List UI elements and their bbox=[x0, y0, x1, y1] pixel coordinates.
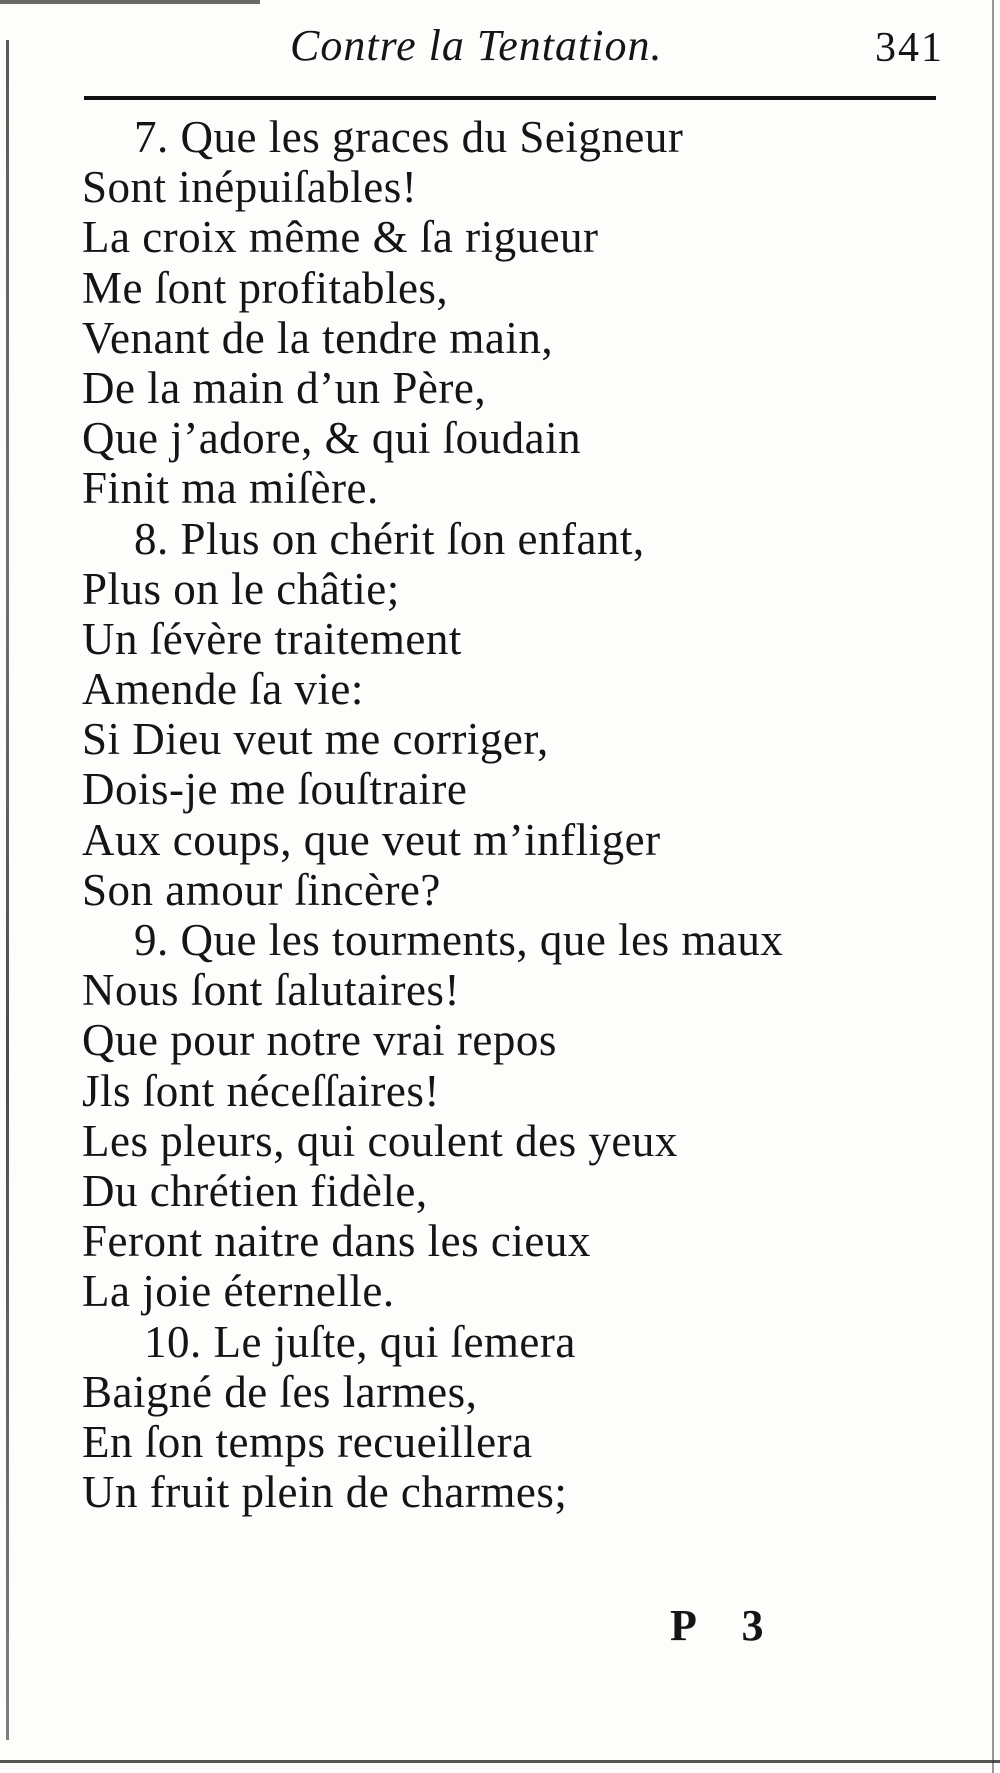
verse-line: Un ſévère traitement bbox=[82, 613, 462, 664]
verse-line: Plus on le châtie; bbox=[82, 563, 400, 614]
verse-line: Aux coups, que veut m’infliger bbox=[82, 814, 661, 865]
page-header bbox=[84, 20, 944, 90]
verse-line: 10. Le juſte, qui ſemera bbox=[144, 1316, 576, 1367]
signature-mark: P 3 bbox=[670, 1601, 782, 1650]
verse-line: Jls ſont néceſſaires! bbox=[82, 1065, 440, 1116]
verse-line: Finit ma miſère. bbox=[82, 463, 379, 514]
verse-line: La joie éternelle. bbox=[82, 1266, 395, 1317]
scan-edge-left bbox=[6, 40, 9, 1740]
verse-line: Feront naitre dans les cieux bbox=[82, 1216, 591, 1267]
verse-line: Que pour notre vrai repos bbox=[82, 1015, 557, 1066]
verse-line: Sont inépuiſables! bbox=[82, 162, 418, 213]
verse-line: 8. Plus on chérit ſon enfant, bbox=[134, 513, 645, 564]
verse-line: En ſon temps recueillera bbox=[82, 1416, 533, 1467]
verse-line: Nous ſont ſalutaires! bbox=[82, 965, 460, 1016]
verse-line: 7. Que les graces du Seigneur bbox=[134, 112, 684, 162]
verse-line: 9. Que les tourments, que les maux bbox=[134, 915, 784, 965]
running-head: Contre la Tentation. bbox=[290, 21, 663, 70]
verse-line: Amende ſa vie: bbox=[82, 664, 364, 715]
verse-line: La croix même & ſa rigueur bbox=[82, 212, 599, 263]
verse-line: Si Dieu veut me corriger, bbox=[82, 714, 549, 765]
scan-edge-bottom bbox=[0, 1760, 1000, 1763]
verse-line: Venant de la tendre main, bbox=[82, 312, 554, 363]
scan-edge-top bbox=[0, 0, 260, 4]
verse-line: Baigné de ſes larmes, bbox=[82, 1366, 478, 1417]
verse-line: De la main d’un Père, bbox=[82, 362, 487, 413]
verse-line: Les pleurs, qui coulent des yeux bbox=[82, 1115, 678, 1166]
hymn-text bbox=[82, 112, 942, 1517]
verse-line: Que j’adore, & qui ſoudain bbox=[82, 413, 582, 464]
verse-line: Du chrétien fidèle, bbox=[82, 1165, 428, 1216]
verse-line: Me ſont profitables, bbox=[82, 262, 449, 313]
header-rule bbox=[84, 96, 936, 100]
scan-edge-right bbox=[992, 0, 994, 1773]
verse-line: Son amour ſincère? bbox=[82, 864, 441, 915]
page-number: 341 bbox=[875, 25, 944, 71]
verse-line: Dois-je me ſouſtraire bbox=[82, 764, 468, 815]
verse-line: Un fruit plein de charmes; bbox=[82, 1467, 568, 1518]
